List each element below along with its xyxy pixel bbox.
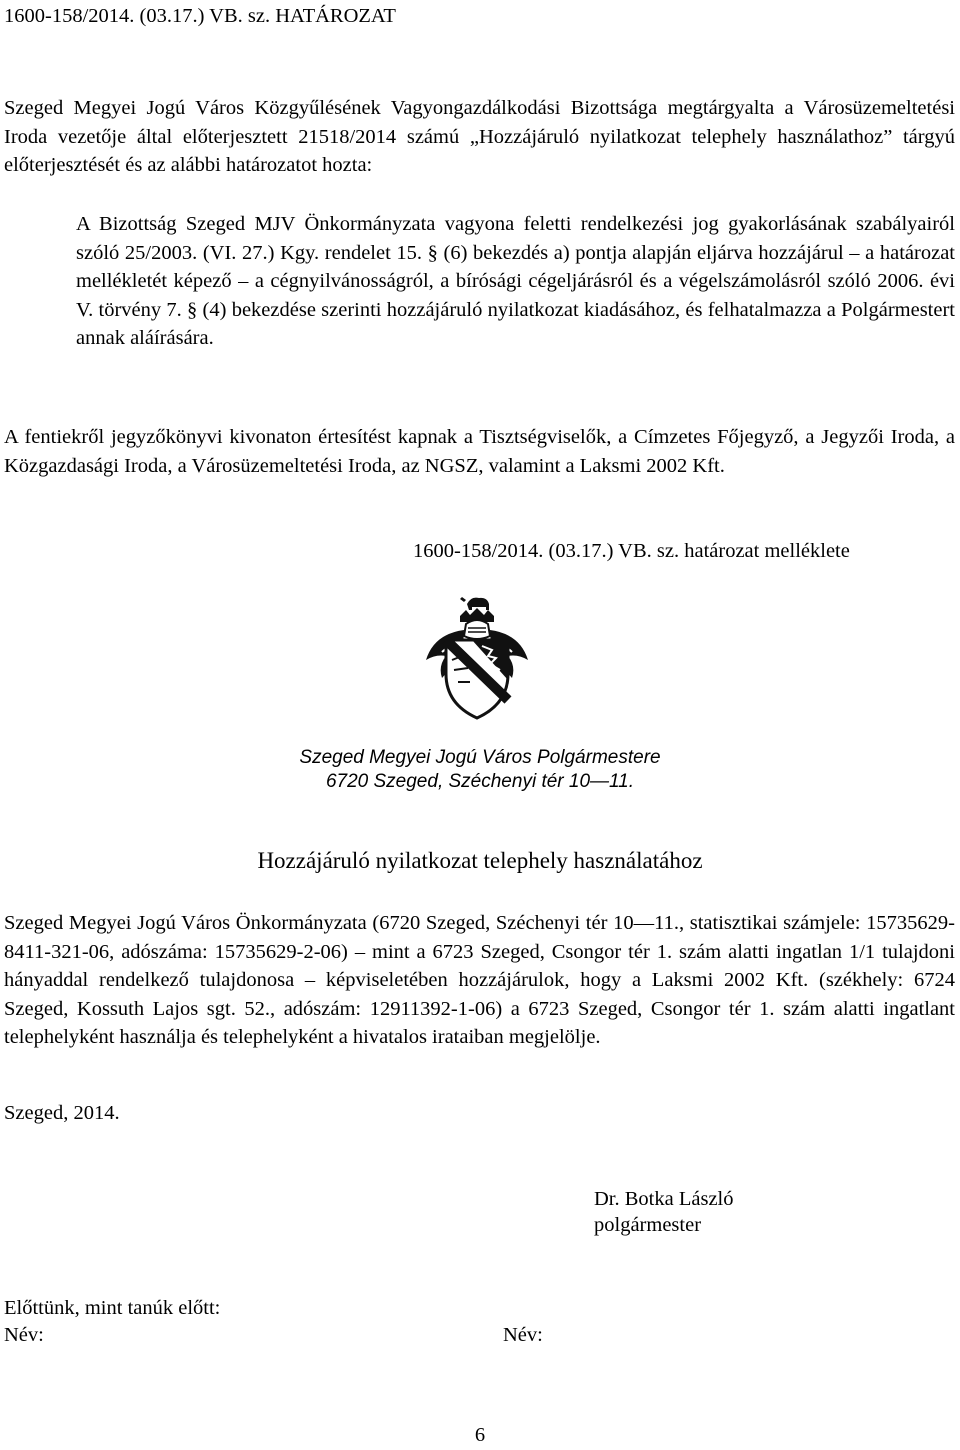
notice-paragraph: A fentiekről jegyzőkönyvi kivonaton értesítést kapnak a Tisztségviselők, a Címzetes Főjegyző, a Jegyzői Iroda, a Közgazdasági Iroda, a Városüzemeltetési Iroda, az NGSZ, valamint a Laksmi 2002 Kft. xyxy=(4,426,955,477)
witnesses-label: Előttünk, mint tanúk előtt: xyxy=(4,1297,221,1319)
intro-paragraph: Szeged Megyei Jogú Város Közgyűlésének Vagyongazdálkodási Bizottsága megtárgyalta a Városüzemeltetési Iroda vezetője által előterjesztett 21518/2014 számú „Hozzájáruló nyilatkozat telephely használathoz” tárgyú előterjesztését és az alábbi határozatot hozta: xyxy=(4,97,955,176)
signer-name: Dr. Botka László xyxy=(594,1188,734,1210)
mayor-office-name: Szeged Megyei Jogú Város Polgármestere xyxy=(299,747,661,768)
annex-label: 1600-158/2014. (03.17.) VB. sz. határozat melléklete xyxy=(413,540,850,562)
szeged-coat-of-arms-icon xyxy=(412,590,542,720)
place-date: Szeged, 2014. xyxy=(4,1102,120,1124)
witness-name-label-2: Név: xyxy=(503,1324,543,1346)
witness-name-label-1: Név: xyxy=(4,1324,44,1346)
annex-title: Hozzájáruló nyilatkozat telephely használatához xyxy=(257,848,703,873)
annex-body: Szeged Megyei Jogú Város Önkormányzata (6720 Szeged, Széchenyi tér 10—11., statisztikai számjele: 15735629-8411-321-06, adószáma: 15735629-2-06) – mint a 6723 Szeged, Csongor tér 1. szám alatti ingatlan 1/1 tulajdoni hányaddal rendelkező tulajdonosa – képviseletében hozzájárulok, hogy a Laksmi 2002 Kft. (székhely: 6724 Szeged, Kossuth Lajos sgt. 52., adószám: 12911392-1-06) a 6723 Szeged, Csongor tér 1. szám alatti ingatlant telephelyként használja és telephelyként a hivatalos irataiban megjelölje. xyxy=(4,912,955,1048)
decision-paragraph: A Bizottság Szeged MJV Önkormányzata vagyona feletti rendelkezési jog gyakorlásának szabályairól szóló 25/2003. (VI. 27.) Kgy. rendelet 15. § (6) bekezdés a) pontja alapján eljárva hozzájárul – a határozat mellékletét képező – a cégnyilvánosságról, a bírósági cégeljárásról és a végelszámolásról szóló 2006. évi V. törvény 7. § (4) bekezdése szerinti hozzájáruló nyilatkozat kiadásához, és felhatalmazza a Polgármestert annak aláírására. xyxy=(76,213,955,349)
signer-title: polgármester xyxy=(594,1214,702,1236)
resolution-title: 1600-158/2014. (03.17.) VB. sz. HATÁROZAT xyxy=(4,5,396,27)
mayor-office-address: 6720 Szeged, Széchenyi tér 10—11. xyxy=(325,771,635,792)
page-number: 6 xyxy=(474,1424,486,1446)
